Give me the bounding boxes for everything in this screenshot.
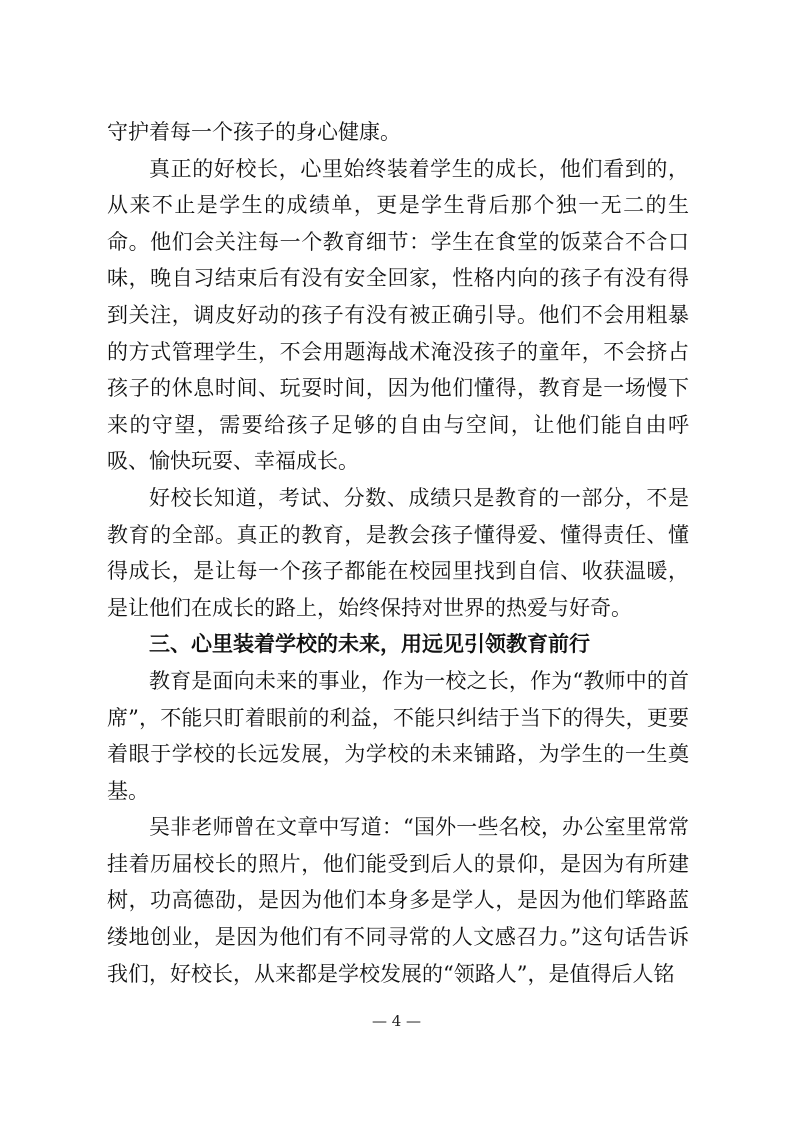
paragraph-4: 教育是面向未来的事业，作为一校之长，作为“教师中的首席”，不能只盯着眼前的利益，不能只纠结于当下的得失，更要着眼于学校的长远发展，为学校的未来铺路，为学生的一生奠基。 bbox=[107, 668, 689, 803]
paragraph-3: 好校长知道，考试、分数、成绩只是教育的一部分，不是教育的全部。真正的教育，是教会孩子懂得爱、懂得责任、懂得成长，是让每一个孩子都能在校园里找到自信、收获温暖，是让他们在成长的路上，始终保持对世界的热爱与好奇。 bbox=[107, 485, 689, 620]
page-number: — 4 — bbox=[371, 1012, 422, 1030]
section-heading: 三、心里装着学校的未来，用远见引领教育前行 bbox=[149, 632, 590, 657]
paragraph-1: 守护着每一个孩子的身心健康。 bbox=[107, 120, 401, 144]
paragraph-5: 吴非老师曾在文章中写道：“国外一些名校，办公室里常常挂着历届校长的照片，他们能受到后人的景仰，是因为有所建树，功高德劭，是因为他们本身多是学人，是因为他们筚路蓝缕地创业，是因为他们有不同寻常的人文感召力。”这句话告诉我们，好校长，从来都是学校发展的“领路人”，是值得后人铭 bbox=[107, 815, 689, 986]
paragraph-2: 真正的好校长，心里始终装着学生的成长，他们看到的，从来不止是学生的成绩单，更是学生背后那个独一无二的生命。他们会关注每一个教育细节：学生在食堂的饭菜合不合口味，晚自习结束后有没有安全回家，性格内向的孩子有没有得到关注，调皮好动的孩子有没有被正确引导。他们不会用粗暴的方式管理学生，不会用题海战术淹没孩子的童年，不会挤占孩子的休息时间、玩耍时间，因为他们懂得，教育是一场慢下来的守望，需要给孩子足够的自由与空间，让他们能自由呼吸、愉快玩耍、幸福成长。 bbox=[107, 156, 689, 474]
document-body bbox=[107, 114, 689, 992]
